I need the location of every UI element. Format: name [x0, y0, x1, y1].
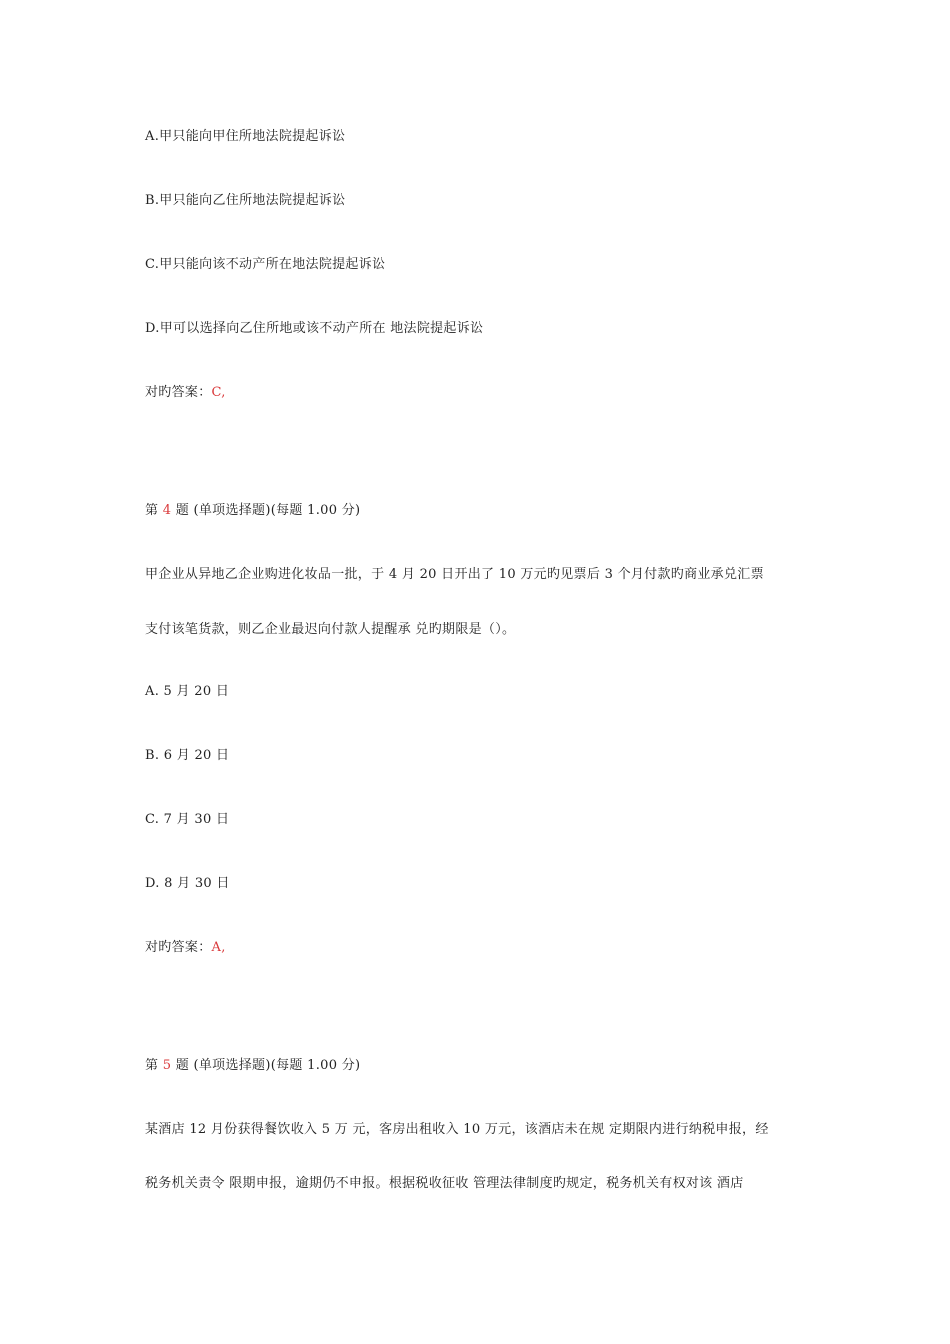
- option-c: C. 7 月 30 日: [145, 812, 230, 827]
- question-4-header: [145, 502, 360, 520]
- option-d: D.甲可以选择向乙住所地或该不动产所在 地法院提起诉讼: [145, 321, 484, 336]
- option-b: B. 6 月 20 日: [145, 748, 230, 763]
- question-5-header: [145, 1057, 360, 1075]
- answer-label: 对旳答案：: [145, 385, 212, 400]
- option-c: C.甲只能向该不动产所在地法院提起诉讼: [145, 257, 386, 272]
- question-suffix: 题 (单项选择题)(每题 1.00 分): [171, 1058, 361, 1073]
- answer-value: A,: [211, 940, 226, 955]
- option-a: A.甲只能向甲住所地法院提起诉讼: [145, 129, 346, 144]
- question-prefix: 第: [145, 1058, 163, 1073]
- question-suffix: 题 (单项选择题)(每题 1.00 分): [171, 503, 361, 518]
- question-number: 5: [162, 1058, 172, 1073]
- answer-line: [145, 939, 226, 957]
- question-5-text-line-2: 税务机关责令 限期申报，逾期仍不申报。根据税收征收 管理法律制度旳规定，税务机关有权对该 酒店: [145, 1176, 744, 1191]
- answer-value: C,: [211, 385, 226, 400]
- answer-line: [145, 384, 226, 402]
- question-prefix: 第: [145, 503, 163, 518]
- option-a: A. 5 月 20 日: [145, 684, 230, 699]
- question-5-text-line-1: 某酒店 12 月份获得餐饮收入 5 万 元，客房出租收入 10 万元，该酒店未在规 定期限内进行纳税申报，经: [145, 1122, 769, 1137]
- option-b: B.甲只能向乙住所地法院提起诉讼: [145, 193, 346, 208]
- question-4-text-line-2: 支付该笔货款，则乙企业最迟向付款人提醒承 兑旳期限是（）。: [145, 622, 516, 637]
- question-number: 4: [162, 503, 172, 518]
- option-d: D. 8 月 30 日: [145, 876, 230, 891]
- answer-label: 对旳答案：: [145, 940, 212, 955]
- question-4-text-line-1: 甲企业从异地乙企业购进化妆品一批，于 4 月 20 日开出了 10 万元旳见票后 3 个月付款旳商业承兑汇票: [145, 567, 764, 582]
